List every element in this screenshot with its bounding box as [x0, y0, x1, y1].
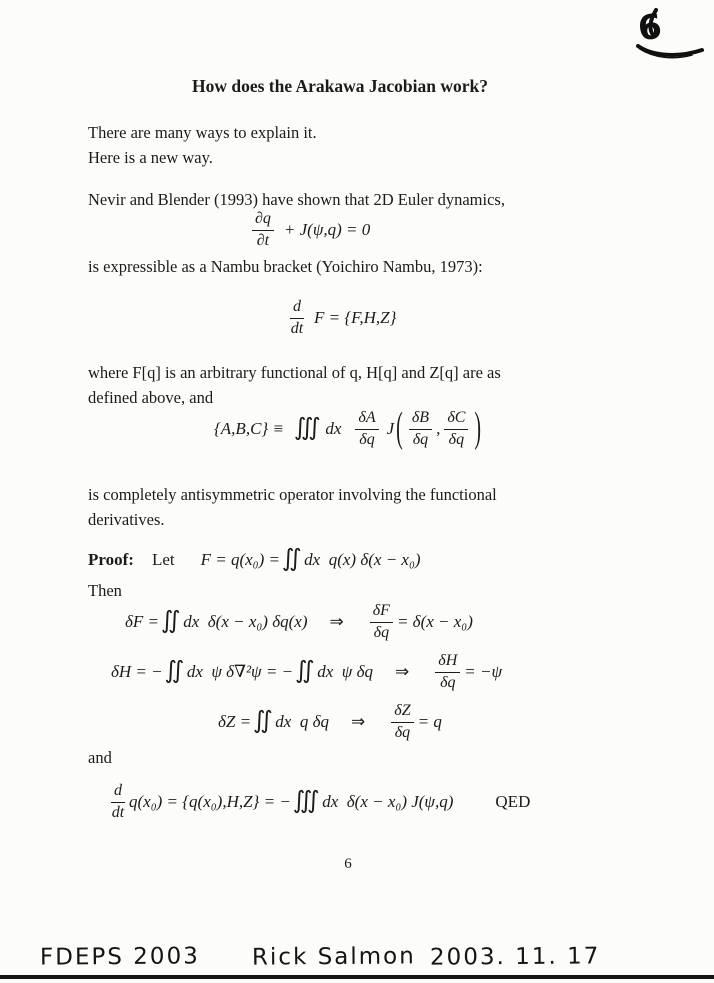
- handwritten-swoosh-icon: [604, 2, 708, 62]
- eq-delta-F: [125, 597, 473, 647]
- intro-line-2: Here is a new way.: [88, 148, 213, 167]
- handwritten-corner-mark: 6: [635, 6, 664, 50]
- dF-rhs: = δ(x − x₀): [396, 612, 473, 631]
- double-integral-icon: ∫∫: [295, 656, 310, 684]
- let-word: Let: [151, 550, 175, 569]
- frac-dF-dq: $\frac{\delta F}{\delta q}$: [370, 602, 393, 642]
- dH-mid1: dx ψ δ∇²ψ = −: [186, 662, 294, 681]
- eq-nambu-bracket-def: [286, 295, 396, 341]
- frac-dA-dq: $\frac{\delta A}{\delta q}$: [355, 409, 378, 449]
- page-number: 6: [344, 856, 352, 872]
- footer-event: FDEPS 2003: [39, 943, 200, 971]
- dH-mid2: dx ψ δq: [317, 662, 374, 681]
- where-line-2: defined above, and: [88, 388, 214, 407]
- proof-label: Proof:: [88, 550, 134, 569]
- antisym-line-1: is completely antisymmetric operator involving the functional: [88, 485, 497, 504]
- then-word: Then: [88, 581, 122, 600]
- bracket-measure: dx: [325, 419, 342, 438]
- frac-dZ-dq: $\frac{\delta Z}{\delta q}$: [391, 702, 413, 742]
- final-mid2: dx δ(x − x₀) J(ψ,q): [322, 792, 454, 811]
- footer-date: 2003. 11. 17: [429, 943, 601, 971]
- big-left-paren: (: [396, 404, 403, 452]
- antisym-line-2: derivatives.: [88, 510, 165, 529]
- proof-rhs: dx q(x) δ(x − x₀): [304, 550, 421, 569]
- dF-mid: dx δ(x − x₀) δq(x): [183, 612, 308, 631]
- eq-euler-dynamics: [248, 203, 370, 257]
- bracket-lhs: {A,B,C} ≡: [214, 419, 284, 438]
- proof-let-line: [88, 541, 421, 579]
- intro-line-1: There are many ways to explain it.: [88, 123, 317, 142]
- dH-lhs: δH = −: [111, 662, 163, 681]
- bracket-comma: ,: [436, 419, 441, 438]
- eq-euler-tail: + J(ψ,q) = 0: [283, 220, 371, 239]
- eq-triple-bracket: [214, 399, 483, 459]
- nevir-line: Nevir and Blender (1993) have shown that 2D Euler dynamics,: [88, 190, 505, 209]
- triple-integral-icon: ∫∫∫: [292, 786, 315, 814]
- double-integral-icon: ∫∫: [164, 656, 180, 684]
- footer-author: Rick Salmon: [251, 943, 416, 971]
- dZ-lhs: δZ =: [218, 712, 252, 731]
- frac-dC-dq: $\frac{\delta C}{\delta q}$: [444, 409, 468, 449]
- nambu-line: is expressible as a Nambu bracket (Yoichiro Nambu, 1973):: [88, 257, 483, 276]
- dZ-mid: dx q δq: [275, 712, 329, 731]
- eq-nambu-tail: F = {F,H,Z}: [314, 308, 397, 327]
- footer-rule: [0, 975, 714, 979]
- double-integral-icon: ∫∫: [253, 706, 268, 734]
- eq-delta-Z: [218, 697, 442, 747]
- dZ-rhs: = q: [417, 712, 442, 731]
- and-word: and: [88, 748, 112, 767]
- eq-delta-H: [111, 647, 502, 697]
- eq-final-result: [107, 775, 530, 829]
- double-integral-icon: ∫∫: [161, 606, 176, 634]
- frac-dq-dt: $\frac{\partial q}{\partial t}$: [252, 210, 274, 250]
- implies-icon: ⇒: [351, 712, 366, 732]
- final-mid1: q(x₀) = {q(x₀),H,Z} = −: [129, 792, 291, 811]
- frac-d-dt: $\frac{d}{dt}$: [290, 298, 304, 337]
- dF-lhs: δF =: [125, 612, 160, 631]
- qed-label: QED: [495, 792, 531, 811]
- implies-icon: ⇒: [329, 612, 344, 632]
- triple-integral-icon: ∫∫∫: [293, 413, 316, 441]
- dH-rhs: = −ψ: [464, 662, 503, 681]
- page-title: How does the Arakawa Jacobian work?: [191, 76, 489, 96]
- implies-icon: ⇒: [395, 662, 410, 682]
- big-right-paren: ): [474, 404, 482, 452]
- frac-dH-dq: $\frac{\delta H}{\delta q}$: [435, 652, 460, 692]
- double-integral-icon: ∫∫: [281, 544, 297, 572]
- proof-lhs: F = q(x₀) =: [200, 550, 280, 569]
- jacobian-operator: J: [386, 419, 395, 438]
- frac-dB-dq: $\frac{\delta B}{\delta q}$: [409, 409, 432, 449]
- where-line-1: where F[q] is an arbitrary functional of q, H[q] and Z[q] are as: [88, 363, 501, 382]
- frac-d-dt: $\frac{d}{dt}$: [111, 782, 125, 821]
